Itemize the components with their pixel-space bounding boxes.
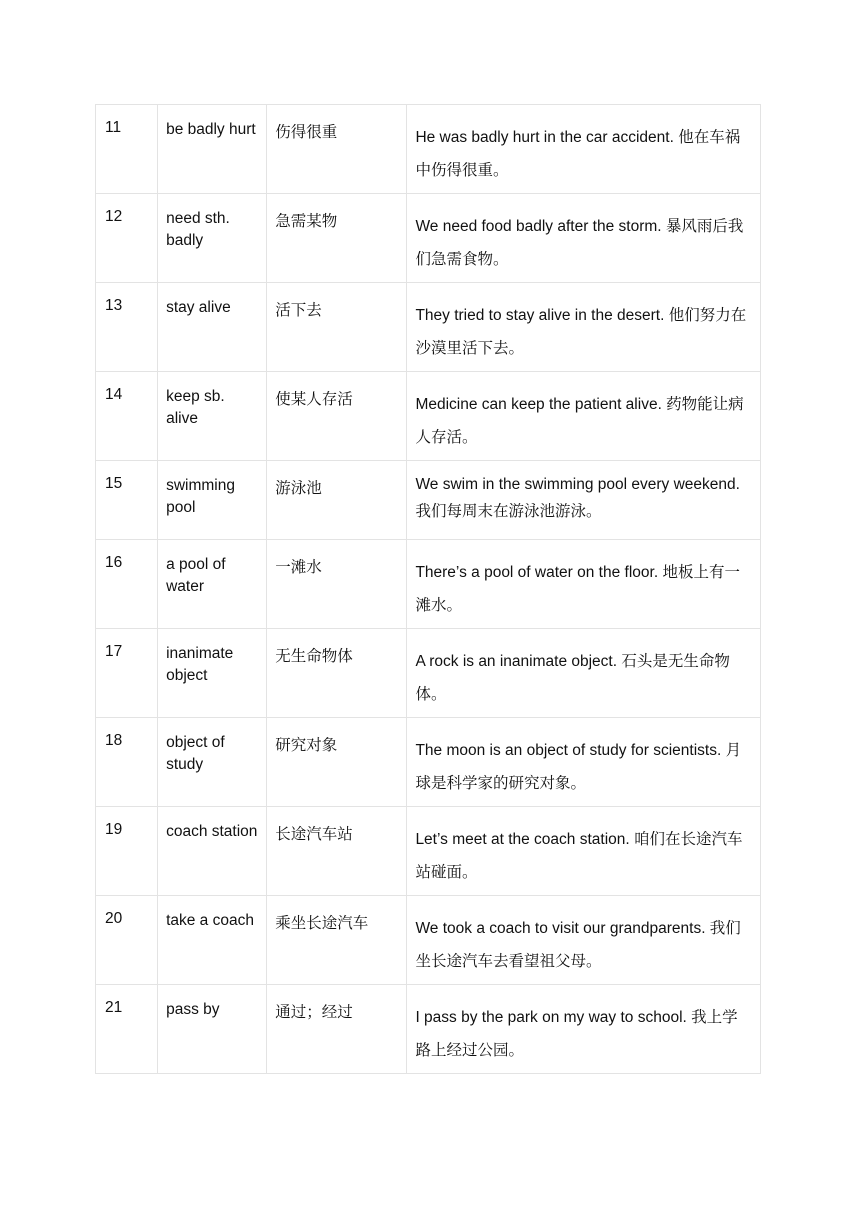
row-number: 19	[105, 821, 123, 838]
phrase-cell	[158, 540, 267, 629]
english-phrase: swimming pool	[166, 477, 235, 516]
example-cell	[407, 194, 761, 283]
number-cell	[96, 194, 158, 283]
table-row	[96, 105, 761, 194]
chinese-meaning: 伤得很重	[275, 124, 338, 141]
phrase-cell	[158, 372, 267, 461]
example-cell	[407, 540, 761, 629]
row-number: 16	[105, 554, 123, 571]
example-cell	[407, 985, 761, 1074]
phrase-cell	[158, 718, 267, 807]
phrase-cell	[158, 896, 267, 985]
english-phrase: take a coach	[166, 912, 254, 929]
vocabulary-table	[95, 104, 761, 1074]
chinese-meaning: 长途汽车站	[275, 826, 353, 843]
chinese-meaning: 研究对象	[275, 737, 338, 754]
row-number: 21	[105, 999, 123, 1016]
chinese-meaning: 活下去	[275, 302, 322, 319]
phrase-cell	[158, 985, 267, 1074]
example-sentence: The moon is an object of study for scientists. 月球是科学家的研究对象。	[415, 742, 742, 792]
chinese-meaning: 乘坐长途汽车	[275, 915, 369, 932]
number-cell	[96, 540, 158, 629]
meaning-cell	[267, 372, 407, 461]
example-cell	[407, 283, 761, 372]
meaning-cell	[267, 540, 407, 629]
meaning-cell	[267, 896, 407, 985]
chinese-meaning: 一滩水	[275, 559, 322, 576]
row-number: 18	[105, 732, 123, 749]
row-number: 14	[105, 386, 123, 403]
english-phrase: need sth. badly	[166, 210, 230, 249]
meaning-cell	[267, 629, 407, 718]
example-sentence: We took a coach to visit our grandparents. 我们坐长途汽车去看望祖父母。	[415, 920, 741, 970]
number-cell	[96, 372, 158, 461]
example-sentence: They tried to stay alive in the desert. 他们努力在沙漠里活下去。	[415, 307, 747, 357]
table-row	[96, 540, 761, 629]
example-cell	[407, 718, 761, 807]
row-number: 15	[105, 475, 123, 492]
meaning-cell	[267, 807, 407, 896]
table-row	[96, 629, 761, 718]
example-sentence: Medicine can keep the patient alive. 药物能让病人存活。	[415, 396, 744, 446]
example-sentence: There’s a pool of water on the floor. 地板上有一滩水。	[415, 564, 740, 614]
table-row	[96, 461, 761, 540]
english-phrase: be badly hurt	[166, 121, 256, 138]
chinese-meaning: 游泳池	[275, 480, 322, 497]
example-cell	[407, 896, 761, 985]
table-row	[96, 194, 761, 283]
example-cell	[407, 461, 761, 540]
chinese-meaning: 通过；经过	[275, 1004, 353, 1021]
number-cell	[96, 985, 158, 1074]
example-cell	[407, 807, 761, 896]
example-sentence: Let’s meet at the coach station. 咱们在长途汽车站碰面。	[415, 831, 743, 881]
phrase-cell	[158, 629, 267, 718]
meaning-cell	[267, 718, 407, 807]
number-cell	[96, 718, 158, 807]
table-row	[96, 718, 761, 807]
number-cell	[96, 896, 158, 985]
phrase-cell	[158, 807, 267, 896]
english-phrase: object of study	[166, 734, 225, 773]
phrase-cell	[158, 194, 267, 283]
number-cell	[96, 283, 158, 372]
phrase-cell	[158, 283, 267, 372]
meaning-cell	[267, 283, 407, 372]
chinese-meaning: 无生命物体	[275, 648, 353, 665]
table-row	[96, 807, 761, 896]
example-sentence: A rock is an inanimate object. 石头是无生命物体。	[415, 653, 730, 703]
example-cell	[407, 105, 761, 194]
example-sentence: We need food badly after the storm. 暴风雨后我们急需食物。	[415, 218, 744, 268]
table-row	[96, 283, 761, 372]
row-number: 20	[105, 910, 123, 927]
meaning-cell	[267, 985, 407, 1074]
meaning-cell	[267, 461, 407, 540]
phrase-cell	[158, 105, 267, 194]
chinese-meaning: 急需某物	[275, 213, 338, 230]
phrase-cell	[158, 461, 267, 540]
english-phrase: pass by	[166, 1001, 220, 1018]
row-number: 13	[105, 297, 123, 314]
table-row	[96, 985, 761, 1074]
meaning-cell	[267, 105, 407, 194]
english-phrase: a pool of water	[166, 556, 226, 595]
chinese-meaning: 使某人存活	[275, 391, 353, 408]
row-number: 12	[105, 208, 123, 225]
meaning-cell	[267, 194, 407, 283]
english-phrase: inanimate object	[166, 645, 234, 684]
english-phrase: stay alive	[166, 299, 231, 316]
row-number: 17	[105, 643, 123, 660]
example-sentence: I pass by the park on my way to school. 我上学路上经过公园。	[415, 1009, 738, 1059]
example-sentence: He was badly hurt in the car accident. 他在车祸中伤得很重。	[415, 129, 741, 179]
number-cell	[96, 629, 158, 718]
table-row	[96, 372, 761, 461]
number-cell	[96, 807, 158, 896]
number-cell	[96, 461, 158, 540]
number-cell	[96, 105, 158, 194]
example-sentence: We swim in the swimming pool every weekend. 我们每周末在游泳池游泳。	[415, 476, 740, 520]
example-cell	[407, 629, 761, 718]
table-row	[96, 896, 761, 985]
english-phrase: keep sb. alive	[166, 388, 225, 427]
row-number: 11	[105, 119, 122, 136]
example-cell	[407, 372, 761, 461]
english-phrase: coach station	[166, 823, 258, 840]
